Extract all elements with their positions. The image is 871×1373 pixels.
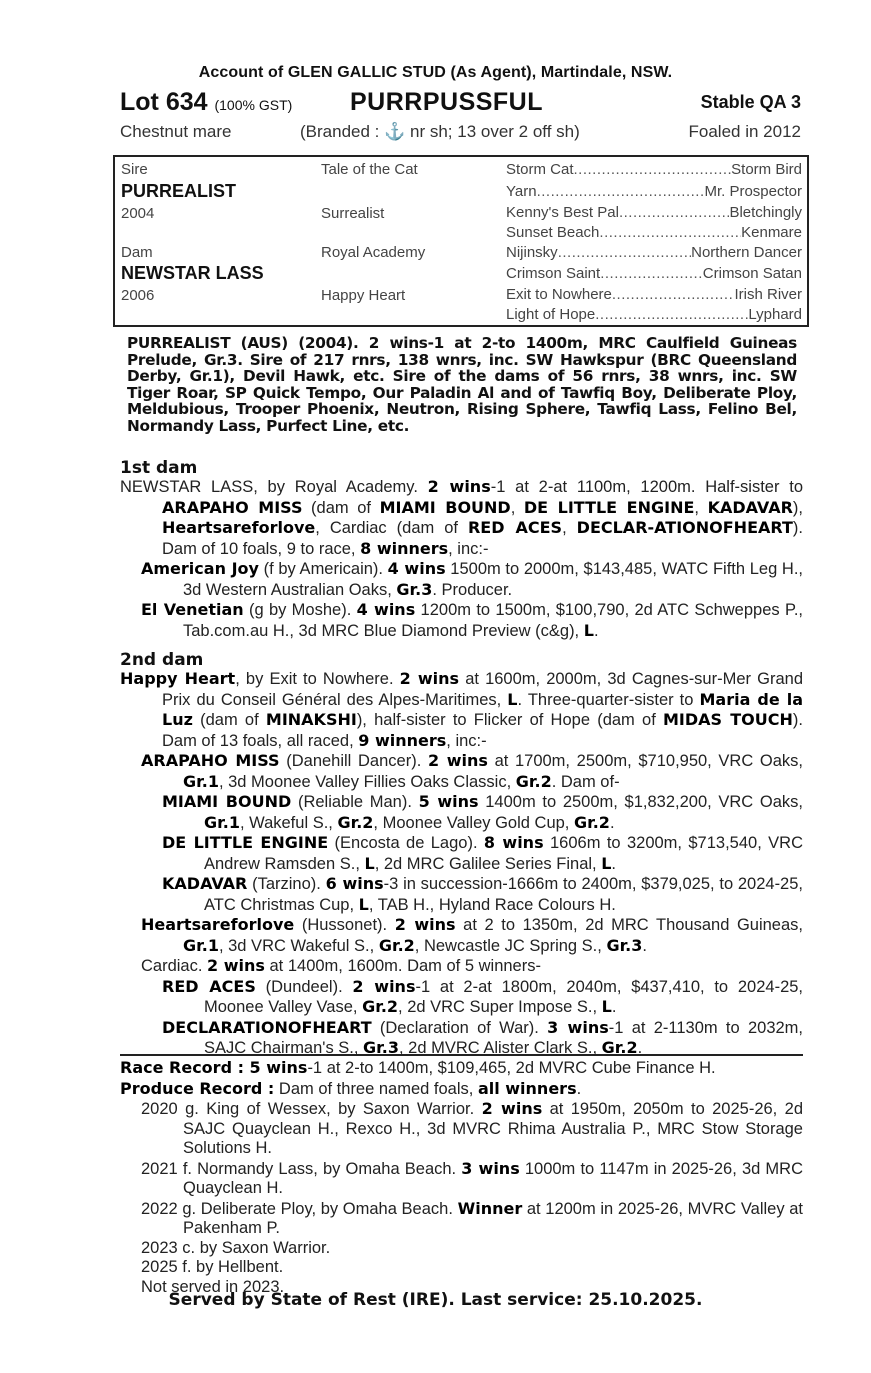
gen3-row [506, 224, 802, 241]
gen3-name: Exit to Nowhere [506, 286, 612, 303]
grandprogeny-entry: MIAMI BOUND (Reliable Man). 5 wins 1400m to 2500m, $1,832,200, VRC Oaks, Gr.1, Wakeful S., Gr.2, Moonee Valley Gold Cup, Gr.2. [162, 792, 803, 832]
grandprogeny-entry: DE LITTLE ENGINE (Encosta de Lago). 8 wins 1606m to 3200m, $713,540, VRC Andrew Ramsden S., L, 2d MRC Galilee Series Final, L. [162, 833, 803, 873]
last-service-note: Served by State of Rest (IRE). Last service: 25.10.2025. [168, 1290, 703, 1310]
dam-paragraph: Happy Heart, by Exit to Nowhere. 2 wins at 1600m, 2000m, 3d Cagnes-sur-Mer Grand Prix du Conseil Général des Alpes-Maritimes, L. Three-quarter-sister to Maria de la Luz (dam of MINAKSHI), half-sister to Flicker of Hope (dam of MIDAS TOUCH). Dam of 13 foals, all raced, 9 winners, inc:- [120, 669, 803, 750]
records-section [120, 1058, 803, 1297]
horse-details [120, 122, 801, 146]
lot-label: Lot 634 [120, 88, 208, 116]
gen3-row [506, 265, 802, 282]
dam-dam: Happy Heart [321, 287, 406, 304]
second-dam-heading: 2nd dam [120, 650, 204, 670]
produce-record: Produce Record : Dam of three named foals, all winners. [120, 1078, 582, 1098]
gen3-sire: Bletchingly [729, 204, 802, 221]
progeny-entry: Heartsareforlove (Hussonet). 2 wins at 2 to 1350m, 2d MRC Thousand Guineas, Gr.1, 3d VRC Wakeful S., Gr.2, Newcastle JC Spring S., Gr.3. [141, 915, 803, 955]
progeny-entry: ARAPAHO MISS (Danehill Dancer). 2 wins at 1700m, 2500m, $710,950, VRC Oaks, Gr.1, 3d Moonee Valley Fillies Oaks Classic, Gr.2. Dam of- [141, 751, 804, 791]
dam-paragraph: NEWSTAR LASS, by Royal Academy. 2 wins-1 at 2-at 1100m, 1200m. Half-sister to ARAPAHO MISS (dam of MIAMI BOUND, DE LITTLE ENGINE, KADAVAR), Heartsareforlove, Cardiac (dam of RED ACES, DECLAR-ATIONOFHEART). Dam of 10 foals, 9 to race, 8 winners, inc:- [120, 477, 804, 558]
gen3-sire: Mr. Prospector [704, 183, 802, 200]
gen3-row [506, 306, 802, 323]
gen3-sire: Lyphard [748, 306, 802, 323]
sire-label: Sire [121, 161, 148, 178]
gen3-name: Light of Hope [506, 306, 596, 323]
foal-entry: 2022 g. Deliberate Ploy, by Omaha Beach. Winner at 1200m in 2025-26, MVRC Valley at Pakenham P. [141, 1198, 803, 1237]
gen3-row [506, 204, 802, 221]
gen3-name: Storm Cat [506, 161, 574, 178]
pedigree-table [113, 155, 809, 327]
lot-number [120, 88, 292, 117]
horse-name: PURRPUSSFUL [350, 88, 544, 116]
gen3-row [506, 183, 802, 200]
foal-entry: Not served in 2023. [141, 1277, 285, 1296]
foal-entry: 2025 f. by Hellbent. [141, 1258, 284, 1276]
vendor-account: Account of GLEN GALLIC STUD (As Agent), Martindale, NSW. [198, 64, 673, 81]
race-record: Race Record : 5 wins-1 at 2-to 1400m, $109,465, 2d MVRC Cube Finance H. [120, 1058, 716, 1077]
progeny-entry: Cardiac. 2 wins at 1400m, 1600m. Dam of 5 winners- [141, 956, 541, 975]
progeny-entry: American Joy (f by Americain). 4 wins 1500m to 2000m, $143,485, WATC Fifth Leg H., 3d Western Australian Oaks, Gr.3. Producer. [141, 559, 803, 599]
foal-entry: 2020 g. King of Wessex, by Saxon Warrior. 2 wins at 1950m, 2050m to 2025-26, 2d SAJC Quayclean H., Rexco H., 3d MVRC Rhima Australia P., MRC Stow Storage Solutions H. [141, 1099, 803, 1157]
gen3-name: Nijinsky [506, 244, 558, 261]
sire-name: PURREALIST [121, 181, 237, 201]
gen3-sire: Irish River [734, 286, 802, 303]
gen3-row [506, 161, 802, 178]
gen3-name: Crimson Saint [506, 265, 601, 282]
grandprogeny-entry: KADAVAR (Tarzino). 6 wins-3 in succession-1666m to 2400m, $379,025, to 2024-25, ATC Christmas Cup, L, TAB H., Hyland Race Colours H. [162, 874, 803, 914]
sire-sire: Tale of the Cat [321, 161, 418, 178]
dam-name: NEWSTAR LASS [121, 263, 264, 283]
gen3-sire: Storm Bird [731, 161, 802, 178]
grandprogeny-entry: DECLARATIONOFHEART (Declaration of War). 3 wins-1 at 2-1130m to 2032m, SAJC Chairman's S., Gr.3, 2d MVRC Alister Clark S., Gr.2. [162, 1017, 803, 1057]
section-divider [120, 1054, 803, 1056]
stable-location: Stable QA 3 [700, 92, 801, 112]
foal-entry: 2021 f. Normandy Lass, by Omaha Beach. 3 wins 1000m to 1147m in 2025-26, 3d MRC Quayclean H. [141, 1158, 804, 1197]
foaled-year: Foaled in 2012 [688, 122, 801, 141]
gen3-name: Kenny's Best Pal [506, 204, 619, 221]
second-dam-section [120, 669, 803, 1059]
progeny-entry: El Venetian (g by Moshe). 4 wins 1200m to 1500m, $100,790, 2d ATC Schweppes P., Tab.com.au H., 3d MRC Blue Diamond Preview (c&g), L. [141, 600, 803, 640]
first-dam-section [120, 477, 803, 641]
lot-header [120, 88, 801, 118]
dam-sire: Royal Academy [321, 244, 426, 261]
first-dam-heading: 1st dam [120, 458, 198, 478]
dam-label: Dam [121, 244, 153, 261]
gen3-row [506, 286, 802, 303]
gen3-sire: Crimson Satan [702, 265, 802, 282]
sire-dam: Surrealist [321, 205, 385, 222]
gen3-sire: Kenmare [741, 224, 802, 241]
gst-note: (100% GST) [214, 97, 293, 113]
gen3-name: Yarn [506, 183, 537, 200]
gen3-name: Sunset Beach [506, 224, 600, 241]
sire-summary: PURREALIST (AUS) (2004). 2 wins-1 at 2-to 1400m, MRC Caulfield Guineas Prelude, Gr.3. Sire of 217 rnrs, 138 wnrs, inc. SW Hawkspur (BRC Queensland Derby, Gr.1), Devil Hawk, etc. Sire of the dams of 56 rnrs, 38 wnrs, inc. SW Tiger Roar, SP Quick Tempo, Our Paladin Al and of Tawfiq Boy, Deliberate Ploy, Meldubious, Trooper Phoenix, Neutron, Rising Sphere, Tawfiq Lass, Felino Bel, Normandy Lass, Purfect Line, etc. [127, 334, 797, 435]
foal-entry: 2023 c. by Saxon Warrior. [141, 1238, 331, 1257]
dam-year: 2006 [121, 287, 155, 304]
gen3-sire: Northern Dancer [691, 244, 802, 261]
sire-year: 2004 [121, 205, 155, 222]
sex-colour: Chestnut mare [120, 122, 232, 141]
gen3-row [506, 244, 802, 261]
brand-description: (Branded : ⚓ nr sh; 13 over 2 off sh) [300, 122, 580, 141]
grandprogeny-entry: RED ACES (Dundeel). 2 wins-1 at 2-at 1800m, 2040m, $437,410, to 2024-25, Moonee Valley Vase, Gr.2, 2d VRC Super Impose S., L. [162, 976, 804, 1016]
